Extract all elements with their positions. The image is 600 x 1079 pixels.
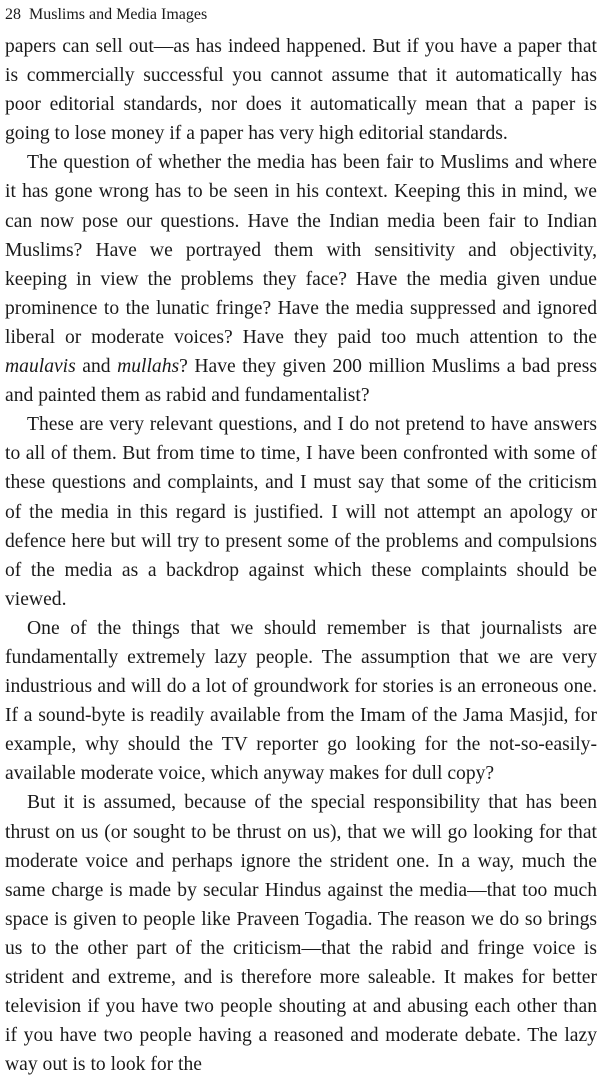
text-run: The question of whether the media has been fair to Muslims and where it has gone wrong has to be seen in his context. Keeping this in mind, we can now pose our questions. Have the Indian media been fair to Indian Muslims? Have we portrayed them with sensitivity and objectivity, keeping in view the problems they face? Have the media given undue prominence to the lunatic fringe? Have the media suppressed and ignored liberal or moderate voices? Have they paid too much attention to the	[5, 152, 597, 348]
book-page	[5, 0, 597, 1079]
paragraph	[5, 410, 597, 614]
paragraph	[5, 148, 597, 410]
text-run: But it is assumed, because of the special responsibility that has been thrust on us (or sought to be thrust on us), that we will go looking for that moderate voice and perhaps ignore the strident one. In a way, much the same charge is made by secular Hindus against the media—that too much space is given to people like Praveen Togadia. The reason we do so brings us to the other part of the criticism—that the rabid and fringe voice is strident and extreme, and is therefore more saleable. It makes for better television if you have two people shouting at and abusing each other than if you have two people having a reasoned and moderate debate. The lazy way out is to look for the	[5, 792, 597, 1076]
running-header	[5, 5, 597, 25]
text-run: One of the things that we should remember is that journalists are fundamentally extremely lazy people. The assumption that we are very industrious and will do a lot of groundwork for stories is an erroneous one. If a sound-byte is readily available from the Imam of the Jama Masjid, for example, why should the TV reporter go looking for the not-so-easily-available moderate voice, which anyway makes for dull copy?	[5, 617, 597, 785]
text-run: ? Have they given 200 million Muslims a bad press and painted them as rabid and fundamentalist?	[5, 356, 597, 407]
paragraph	[5, 788, 597, 1079]
italic-term: mullahs	[117, 356, 180, 378]
body-text	[5, 32, 597, 1079]
paragraph	[5, 32, 597, 148]
page-number: 28	[5, 6, 21, 23]
text-run: and	[75, 356, 118, 378]
italic-term: maulavis	[5, 356, 76, 378]
text-run: papers can sell out—as has indeed happened. But if you have a paper that is commercially successful you cannot assume that it automatically has poor editorial standards, nor does it automatically mean that a paper is going to lose money if a paper has very high editorial standards.	[5, 36, 597, 145]
text-run: These are very relevant questions, and I do not pretend to have answers to all of them. But from time to time, I have been confronted with some of these questions and complaints, and I must say that some of the criticism of the media in this regard is justified. I will not attempt an apology or defence here but will try to present some of the problems and compulsions of the media as a backdrop against which these complaints should be viewed.	[5, 414, 597, 610]
paragraph	[5, 614, 597, 789]
running-title: Muslims and Media Images	[29, 6, 208, 23]
